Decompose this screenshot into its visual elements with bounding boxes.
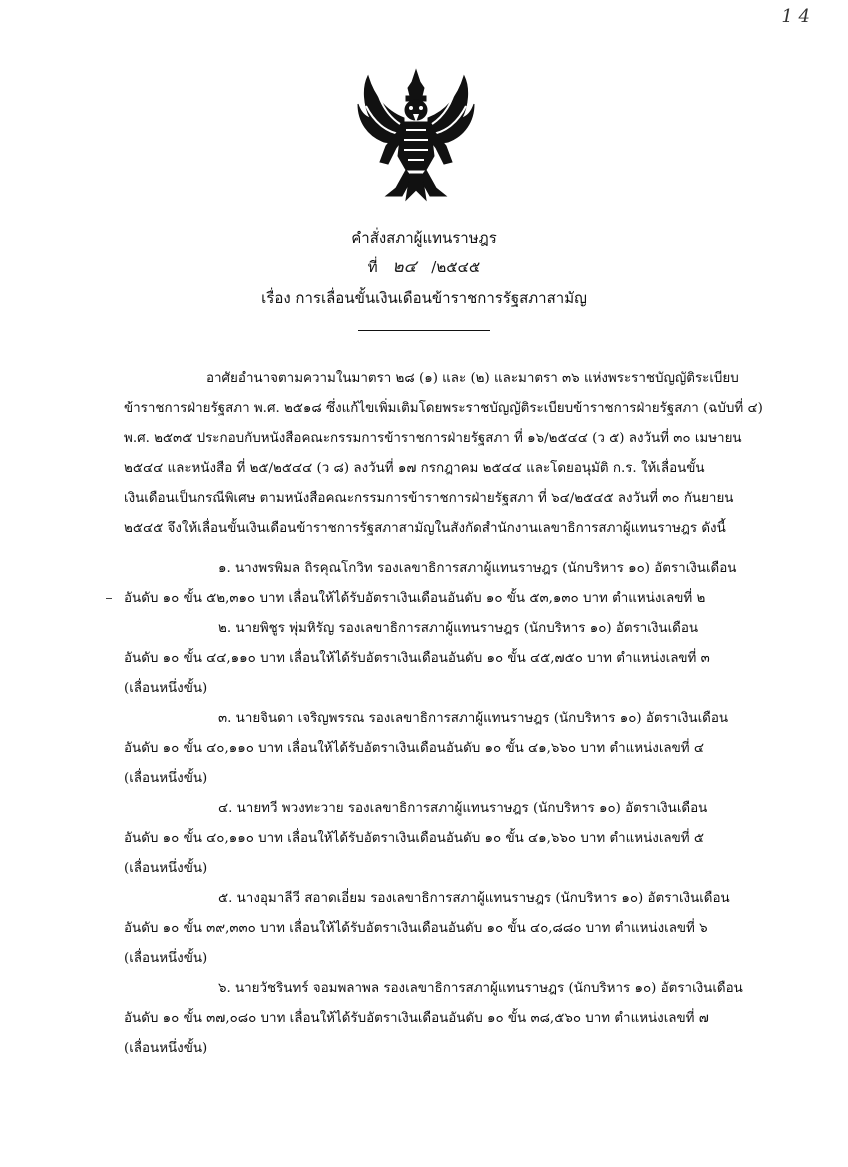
preamble-line: เงินเดือนเป็นกรณีพิเศษ ตามหนังสือคณะกรรมการข้าราชการฝ่ายรัฐสภา ที่ ๖๔/๒๕๔๕ ลงวันที่ ๓๐ กันยายน <box>124 491 734 506</box>
promotion-item-note: (เลื่อนหนึ่งขั้น) <box>124 681 208 696</box>
promotion-item-name: ๑. นางพรพิมล ถิรคุณโกวิท รองเลขาธิการสภาผู้แทนราษฎร (นักบริหาร ๑๐) อัตราเงินเดือน <box>218 561 737 576</box>
preamble-line: ๒๕๔๕ จึงให้เลื่อนขั้นเงินเดือนข้าราชการรัฐสภาสามัญในสังกัดสำนักงานเลขาธิการสภาผู้แทนราษฎร ดังนี้ <box>124 521 726 536</box>
promotion-item <box>124 884 779 974</box>
promotion-item <box>124 974 779 1064</box>
promotion-item-name: ๒. นายพิชูร พุ่มหิรัญ รองเลขาธิการสภาผู้แทนราษฎร (นักบริหาร ๑๐) อัตราเงินเดือน <box>218 621 699 636</box>
preamble-line: ข้าราชการฝ่ายรัฐสภา พ.ศ. ๒๕๑๘ ซึ่งแก้ไขเพิ่มเติมโดยพระราชบัญญัติระเบียบข้าราชการฝ่ายรัฐสภา (ฉบับที่ ๔) <box>124 401 763 416</box>
promotion-item-detail: อันดับ ๑๐ ขั้น ๔๐,๑๑๐ บาท เลื่อนให้ได้รับอัตราเงินเดือนอันดับ ๑๐ ขั้น ๔๑,๖๖๐ บาท ตำแหน่งเลขที่ ๔ <box>124 741 704 756</box>
promotion-item-note: (เลื่อนหนึ่งขั้น) <box>124 951 208 966</box>
preamble <box>124 364 779 544</box>
preamble-line: พ.ศ. ๒๕๓๕ ประกอบกับหนังสือคณะกรรมการข้าราชการฝ่ายรัฐสภา ที่ ๑๖/๒๕๔๔ (ว ๕) ลงวันที่ ๓๐ เมษายน <box>124 431 742 446</box>
order-number-prefix: ที่ <box>367 258 378 276</box>
promotion-item-note: (เลื่อนหนึ่งขั้น) <box>124 1041 208 1056</box>
promotion-item-name: ๖. นายวัชรินทร์ จอมพลาพล รองเลขาธิการสภาผู้แทนราษฎร (นักบริหาร ๑๐) อัตราเงินเดือน <box>218 981 743 996</box>
promotion-item-detail: อันดับ ๑๐ ขั้น ๓๙,๓๓๐ บาท เลื่อนให้ได้รับอัตราเงินเดือนอันดับ ๑๐ ขั้น ๔๐,๘๘๐ บาท ตำแหน่งเลขที่ ๖ <box>124 921 708 936</box>
heading-divider <box>358 330 490 331</box>
order-subject-text: เรื่อง การเลื่อนขั้นเงินเดือนข้าราชการรัฐสภาสามัญ <box>261 289 587 307</box>
order-number <box>0 257 848 277</box>
promotion-item <box>124 794 779 884</box>
promotion-item <box>124 614 779 704</box>
margin-mark <box>106 598 112 599</box>
promotion-item <box>124 704 779 794</box>
promotion-item-note: (เลื่อนหนึ่งขั้น) <box>124 861 208 876</box>
promotion-item <box>124 554 779 614</box>
promotion-item-name: ๔. นายทวี พวงทะวาย รองเลขาธิการสภาผู้แทนราษฎร (นักบริหาร ๑๐) อัตราเงินเดือน <box>218 801 708 816</box>
promotion-item-name: ๕. นางอุมาลีวี สอาดเอี่ยม รองเลขาธิการสภาผู้แทนราษฎร (นักบริหาร ๑๐) อัตราเงินเดือน <box>218 891 730 906</box>
preamble-line: อาศัยอำนาจตามความในมาตรา ๒๘ (๑) และ (๒) และมาตรา ๓๖ แห่งพระราชบัญญัติระเบียบ <box>206 371 739 386</box>
promotion-item-detail: อันดับ ๑๐ ขั้น ๔๔,๑๑๐ บาท เลื่อนให้ได้รับอัตราเงินเดือนอันดับ ๑๐ ขั้น ๔๕,๗๕๐ บาท ตำแหน่งเลขที่ ๓ <box>124 651 710 666</box>
promotion-item-note: (เลื่อนหนึ่งขั้น) <box>124 771 208 786</box>
promotion-item-detail: อันดับ ๑๐ ขั้น ๔๐,๑๑๐ บาท เลื่อนให้ได้รับอัตราเงินเดือนอันดับ ๑๐ ขั้น ๔๑,๖๖๐ บาท ตำแหน่งเลขที่ ๕ <box>124 831 704 846</box>
page-number: 1 4 <box>781 6 810 27</box>
order-title-text: คำสั่งสภาผู้แทนราษฎร <box>351 229 497 247</box>
order-number-year: /๒๕๔๕ <box>431 258 481 276</box>
order-subject <box>0 288 848 308</box>
preamble-line: ๒๕๔๔ และหนังสือ ที่ ๒๕/๒๕๔๔ (ว ๘) ลงวันที่ ๑๗ กรกฎาคม ๒๕๔๔ และโดยอนุมัติ ก.ร. ให้เลื่อนขั้น <box>124 461 705 476</box>
promotion-item-detail: อันดับ ๑๐ ขั้น ๕๒,๓๑๐ บาท เลื่อนให้ได้รับอัตราเงินเดือนอันดับ ๑๐ ขั้น ๕๓,๑๓๐ บาท ตำแหน่งเลขที่ ๒ <box>124 591 706 606</box>
order-number-handwritten: ๒๔ <box>392 257 417 277</box>
promotion-item-detail: อันดับ ๑๐ ขั้น ๓๗,๐๘๐ บาท เลื่อนให้ได้รับอัตราเงินเดือนอันดับ ๑๐ ขั้น ๓๘,๕๖๐ บาท ตำแหน่งเลขที่ ๗ <box>124 1011 709 1026</box>
garuda-emblem-icon <box>356 66 476 204</box>
promotion-item-name: ๓. นายจินดา เจริญพรรณ รองเลขาธิการสภาผู้แทนราษฎร (นักบริหาร ๑๐) อัตราเงินเดือน <box>218 711 729 726</box>
order-title <box>0 228 848 248</box>
